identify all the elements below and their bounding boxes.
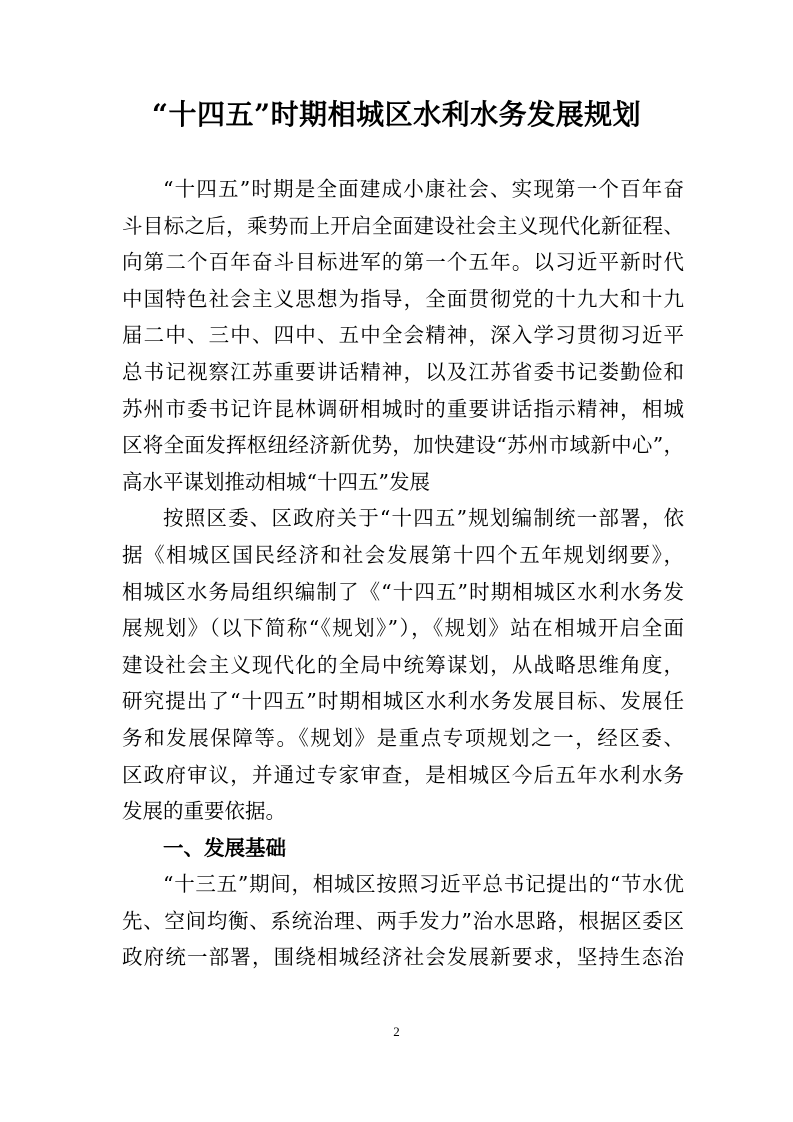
paragraph-line: 高水平谋划推动相城“十四五”发展 xyxy=(122,469,430,494)
page-number: 2 xyxy=(393,1024,400,1039)
paragraph-line: 务和发展保障等。《规划》是重点专项规划之一，经区委、 xyxy=(122,725,684,750)
paragraph-line: 政府统一部署，围绕相城经济社会发展新要求，坚持生态治 xyxy=(122,945,684,970)
body-text xyxy=(122,171,684,976)
paragraph-line: 区将全面发挥枢纽经济新优势，加快建设“苏州市域新中心”， xyxy=(122,433,684,458)
paragraph-line: 中国特色社会主义思想为指导，全面贯彻党的十九大和十九 xyxy=(122,286,684,311)
paragraph-line: 据《相城区国民经济和社会发展第十四个五年规划纲要》， xyxy=(122,542,684,567)
paragraph-line: 建设社会主义现代化的全局中统筹谋划，从战略思维角度， xyxy=(122,652,684,677)
paragraph-line: 研究提出了“十四五”时期相城区水利水务发展目标、发展任 xyxy=(122,689,684,714)
paragraph-line: “十三五”期间，相城区按照习近平总书记提出的“节水优 xyxy=(163,872,684,897)
paragraph-line: 按照区委、区政府关于“十四五”规划编制统一部署，依 xyxy=(163,506,684,531)
paragraph-line: 向第二个百年奋斗目标进军的第一个五年。以习近平新时代 xyxy=(122,250,684,275)
paragraph-line: 相城区水务局组织编制了《“十四五”时期相城区水利水务发 xyxy=(122,579,684,604)
paragraph-line: 展规划》（以下简称“《规划》”），《规划》站在相城开启全面 xyxy=(122,616,684,641)
section-heading: 一、发展基础 xyxy=(163,835,286,860)
paragraph-line: 斗目标之后，乘势而上开启全面建设社会主义现代化新征程、 xyxy=(122,213,684,238)
paragraph-line: “十四五”时期是全面建成小康社会、实现第一个百年奋 xyxy=(163,177,684,201)
paragraph-line: 届二中、三中、四中、五中全会精神，深入学习贯彻习近平 xyxy=(122,323,684,348)
paragraph-line: 先、空间均衡、系统治理、两手发力”治水思路，根据区委区 xyxy=(122,908,684,933)
paragraph-line: 苏州市委书记许昆林调研相城时的重要讲话指示精神，相城 xyxy=(122,396,684,421)
paragraph-line: 区政府审议，并通过专家审查，是相城区今后五年水利水务 xyxy=(122,762,684,787)
paragraph-line: 总书记视察江苏重要讲话精神，以及江苏省委书记娄勤俭和 xyxy=(122,359,684,384)
document-title: “十四五”时期相城区水利水务发展规划 xyxy=(151,98,642,131)
paragraph-line: 发展的重要依据。 xyxy=(122,799,286,824)
